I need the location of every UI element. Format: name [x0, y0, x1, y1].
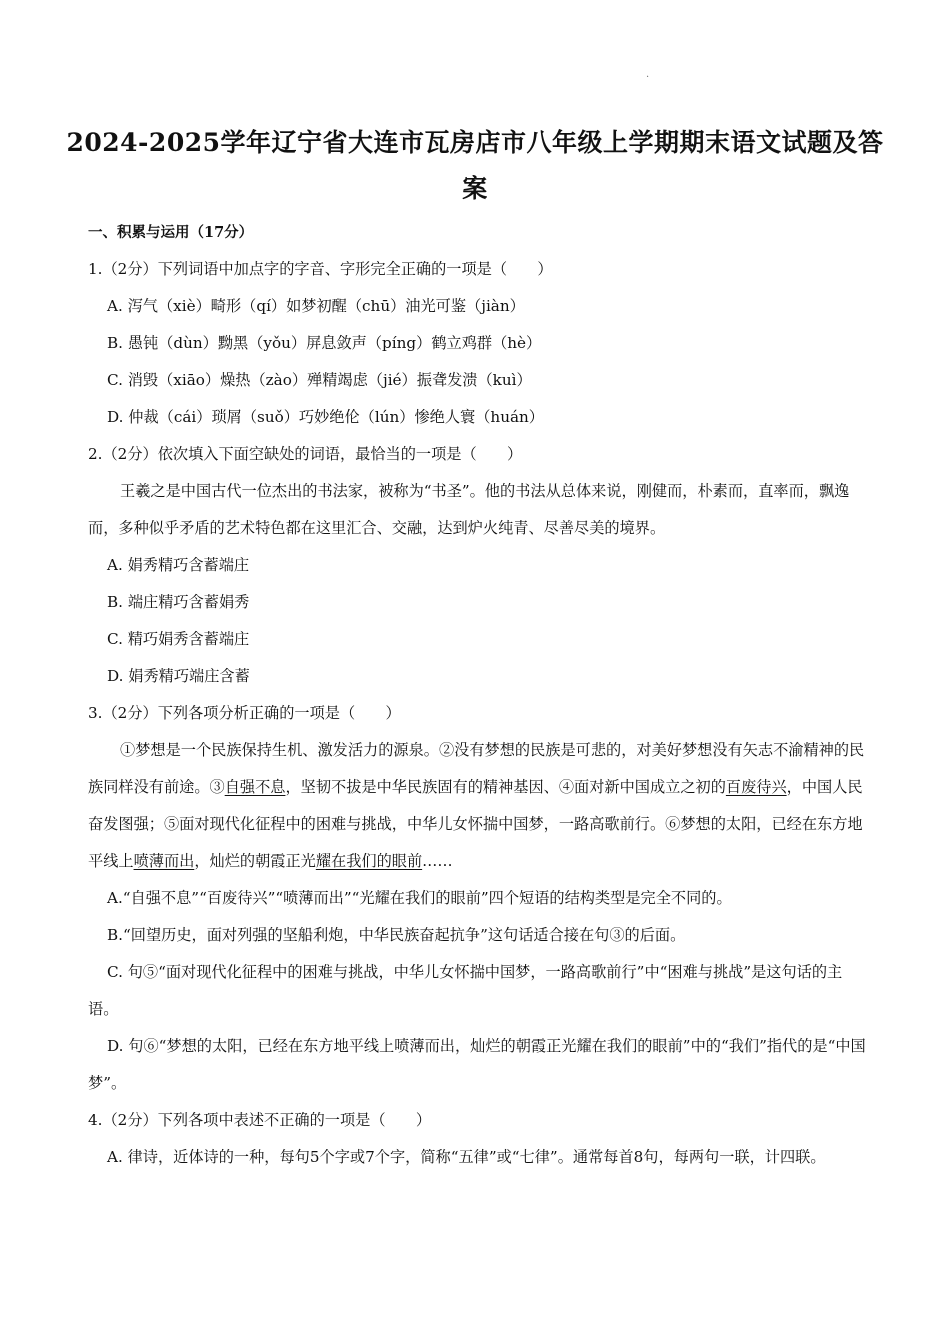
q2-option-a: A. 娟秀精巧含蓄端庄 [107, 556, 250, 574]
q3-passage-part: ，坚韧不拔是中华民族固有的精神基因、④面对新中国成立之初的 [285, 778, 726, 796]
document-body [88, 220, 868, 1176]
q3-passage-part: ，中国人民奋发图强；⑤面对现代化征程中的困难与挑战，中华儿女怀揣中国梦，一路高歌前行。⑥梦想的太阳，已经在东方地平线上 [88, 778, 863, 870]
question-1-stem: 1.（2分）下列词语中加点字的字音、字形完全正确的一项是（ ） [88, 260, 553, 278]
q1-option-a: A. 泻气（xiè）畸形（qí）如梦初醒（chū）油光可鉴（jiàn） [107, 297, 525, 315]
q3-option-a: A.“自强不息”“百废待兴”“喷薄而出”“光耀在我们的眼前”四个短语的结构类型是完全不同的。 [107, 889, 732, 907]
section-heading: 一、积累与运用（17分） [88, 224, 254, 241]
q1-option-c: C. 消毁（xiāo）燥热（zào）殚精竭虑（jié）振聋发溃（kuì） [107, 371, 532, 389]
q2-passage: 王羲之是中国古代一位杰出的书法家，被称为“书圣”。他的书法从总体来说，刚健而，朴素而，直率而，飘逸而，多种似乎矛盾的艺术特色都在这里汇合、交融，达到炉火纯青、尽善尽美的境界。 [88, 482, 850, 537]
underlined-phrase: 自强不息 [224, 778, 286, 796]
underlined-phrase: 耀在我们的眼前 [315, 852, 423, 870]
q3-passage-part: ①梦想是一个民族保持生机、激发活力的源泉。②没有梦想的民族是可悲的，对美好梦想没有矢志不渝精神的民族同样没有前途。③ [88, 741, 865, 796]
q2-option-d: D. 娟秀精巧端庄含蓄 [107, 667, 250, 685]
q2-option-b: B. 端庄精巧含蓄娟秀 [107, 593, 250, 611]
document-title: 2024-2025学年辽宁省大连市瓦房店市八年级上学期期末语文试题及答案 [66, 128, 884, 203]
question-4-stem: 4.（2分）下列各项中表述不正确的一项是（ ） [88, 1111, 432, 1129]
question-2-stem: 2.（2分）依次填入下面空缺处的词语，最恰当的一项是（ ） [88, 445, 523, 463]
q3-passage [88, 732, 868, 880]
underlined-phrase: 喷薄而出 [133, 852, 195, 870]
question-3-stem: 3.（2分）下列各项分析正确的一项是（ ） [88, 704, 401, 722]
q3-option-c: C. 句⑤“面对现代化征程中的困难与挑战，中华儿女怀揣中国梦，一路高歌前行”中“困难与挑战”是这句话的主语。 [88, 963, 843, 1018]
q4-option-a: A. 律诗，近体诗的一种，每句5个字或7个字，简称“五律”或“七律”。通常每首8句，每两句一联，计四联。 [107, 1148, 826, 1166]
q3-passage-part: ，灿烂的朝霞正光 [194, 852, 316, 870]
page-dot: · [646, 72, 650, 83]
q3-passage-part: …… [422, 852, 453, 870]
q2-option-c: C. 精巧娟秀含蓄端庄 [107, 630, 250, 648]
q1-option-d: D. 仲裁（cái）琐屑（suǒ）巧妙绝伦（lún）惨绝人寰（huán） [107, 408, 544, 426]
q3-option-d: D. 句⑥“梦想的太阳，已经在东方地平线上喷薄而出，灿烂的朝霞正光耀在我们的眼前”中的“我们”指代的是“中国梦”。 [88, 1037, 866, 1092]
q3-option-b: B.“回望历史，面对列强的坚船利炮，中华民族奋起抗争”这句话适合接在句③的后面。 [107, 926, 686, 944]
underlined-phrase: 百废待兴 [725, 778, 787, 796]
q1-option-b: B. 愚钝（dùn）黝黑（yǒu）屏息敛声（píng）鹤立鸡群（hè） [107, 334, 542, 352]
